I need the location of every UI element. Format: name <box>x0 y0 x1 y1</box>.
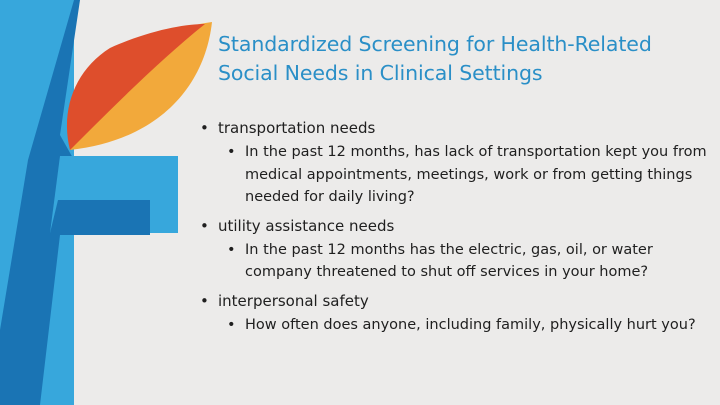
category-bullet <box>200 118 710 139</box>
question-bullet <box>200 314 710 337</box>
category-heading: utility assistance needs <box>218 216 395 235</box>
question-bullet <box>200 239 710 284</box>
bullet-icon: • <box>200 119 209 137</box>
question-text: How often does anyone, including family, physically hurt you? <box>245 316 696 333</box>
question-text: In the past 12 months, has lack of transportation kept you from medical appointments, meetings, work or from getting things needed for daily living? <box>245 144 707 205</box>
category-heading: transportation needs <box>218 119 376 137</box>
category-heading: interpersonal safety <box>218 291 369 310</box>
bullet-icon: • <box>227 316 236 333</box>
bullet-icon: • <box>200 291 209 310</box>
list-item <box>200 118 710 209</box>
bullet-icon: • <box>227 144 236 160</box>
question-bullet <box>200 141 710 209</box>
category-bullet <box>200 291 710 312</box>
category-bullet <box>200 216 710 237</box>
bullet-icon: • <box>227 241 236 258</box>
question-text: In the past 12 months has the electric, gas, oil, or water company threatened to shut off services in your home? <box>245 241 653 280</box>
bullet-list <box>200 118 710 343</box>
list-item <box>200 291 710 337</box>
logo-blue-bar-shadow <box>50 200 150 233</box>
bullet-icon: • <box>200 216 209 235</box>
slide-title: Standardized Screening for Health-Related Social Needs in Clinical Settings <box>218 32 652 85</box>
logo-graphic <box>0 0 220 405</box>
list-item <box>200 216 710 284</box>
